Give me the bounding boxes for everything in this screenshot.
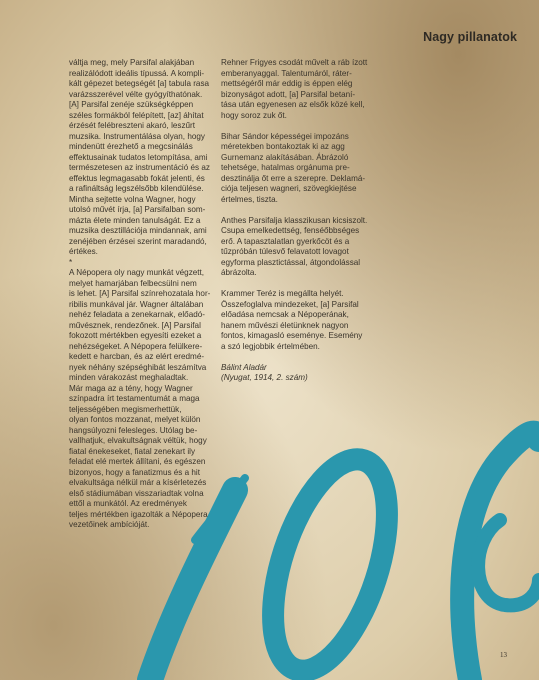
text-line: is lehet. [A] Parsifal színrehozatala hor-: [69, 289, 211, 298]
text-line: hangsúlyozni felesleges. Utólag be-: [69, 425, 198, 435]
text-line: vallhatjuk, elvakultságnak véltük, hogy: [69, 436, 207, 445]
text-line: nehézségeket. A Népopera felülkere-: [69, 341, 203, 351]
text-line: Már maga az a tény, hogy Wagner: [69, 383, 193, 393]
text-line: bizonyságot adott, [a] Parsifal betaní-: [221, 89, 356, 99]
text-line: ettől a munkától. Az eredmények: [69, 499, 187, 508]
text-line: Krammer Teréz is megállta helyét.: [221, 289, 344, 298]
text-line: színpadra írt testamentumát a maga: [69, 394, 200, 403]
text-line: emberanyaggal. Talentumáról, ráter-: [221, 68, 352, 78]
text-line: előadása nemcsak a Népoperának,: [221, 310, 349, 319]
text-line: első stádiumában visszariadtak volna: [69, 488, 204, 498]
text-line: méretekben bontakoztak ki az agg: [221, 142, 345, 151]
text-line: Mintha sejtette volna Wagner, hogy: [69, 194, 196, 204]
text-line: hanem művészi életünknek nagyon: [221, 320, 349, 330]
signature-source: (Nyugat, 1914, 2. szám): [221, 373, 308, 382]
paragraph-gap: [221, 352, 371, 363]
text-line: tűzpróbán túlesvő felavatott lovagot: [221, 247, 349, 256]
text-line: művésznek, rendezőnek. [A] Parsifal: [69, 320, 201, 330]
text-line: természetesen az instrumentáció és az: [69, 163, 210, 172]
text-line: fiatal énekeseket, fiatal zenekart ily: [69, 446, 196, 456]
left-column: [69, 58, 211, 531]
text-line: melyet hamarjában felbecsülni nem: [69, 278, 197, 288]
page-number: 13: [500, 651, 507, 659]
page-title: Nagy pillanatok: [423, 30, 517, 44]
text-line: kedett e harcban, és az elért eredmé-: [69, 352, 205, 361]
text-line: ribilis munkával jár. Wagner általában: [69, 299, 204, 309]
numeral-nine-loop: [478, 520, 539, 605]
text-line: effektusainak tudatos letompítása, ami: [69, 152, 208, 162]
text-line: széles formákból felépített, [az] áhítat: [69, 110, 204, 120]
text-line: elvakultsága nélkül már a kísérletezés: [69, 478, 207, 487]
text-line: ciója teljesen wagneri, szövegkiejtése: [221, 184, 357, 193]
text-line: fokozott mértékben egyesíti ezeket a: [69, 331, 202, 340]
text-line: Csupa emelkedettség, fenséőbbséges: [221, 226, 360, 235]
text-line: A Népopera oly nagy munkát végzett,: [69, 268, 205, 277]
text-line: muzsika. Instrumentálása olyan, hogy: [69, 131, 205, 141]
text-line: effektus legmagasabb fokát jelenti, és: [69, 173, 205, 183]
text-line: Összefoglalva mindezeket, [a] Parsifal: [221, 299, 359, 309]
paragraph-gap: [221, 121, 371, 132]
text-line: fontos, kimagasló eseménye. Esemény: [221, 331, 363, 340]
text-line: [A] Parsifal zenéje szükségképpen: [69, 100, 194, 109]
text-line: nyek néhány szépséghibát leszámítva: [69, 362, 207, 372]
text-line: váltja meg, mely Parsifal alakjában: [69, 58, 195, 67]
text-line: hogy soroz zuk őt.: [221, 110, 287, 120]
text-line: mázta élete minden tanulságát. Ez a: [69, 215, 201, 225]
text-line: mettségéről már eddig is éppen elég: [221, 79, 353, 88]
text-line: erő. A tapasztalatlan gyerkőcöt és a: [221, 236, 350, 246]
text-line: Anthes Parsifalja klasszikusan kicsiszolt.: [221, 215, 368, 225]
text-line: érzését felébreszteni akaró, leszűrt: [69, 121, 195, 130]
numeral-zero: [250, 446, 409, 680]
text-line: Bihar Sándor képességei impozáns: [221, 131, 349, 141]
right-column: [221, 58, 371, 384]
text-line: bizonyos, hogy a fanatizmus és a hit: [69, 467, 200, 477]
text-line: varázsszerével vélte gyógyíthatónak.: [69, 89, 203, 99]
text-line: minden várakozást meghaladtak.: [69, 373, 189, 382]
text-line: zenéjében érzései szerint maradandó,: [69, 236, 207, 246]
text-line: utolsó művét írja, [a] Parsifalban som-: [69, 205, 206, 214]
text-line: realizálódott ideális típussá. A kompli-: [69, 68, 205, 78]
text-line: a szó legjobbik értelmében.: [221, 341, 320, 351]
text-line: egyforma plasztictással, átgondolással: [221, 257, 361, 267]
text-line: értékes.: [69, 247, 98, 256]
text-line: *: [69, 257, 73, 267]
text-line: teljes mértékben igazolták a Népopera: [69, 509, 208, 519]
text-line: kált gépezet betegségét [a] tabula rasa: [69, 79, 210, 88]
paragraph-gap: [221, 205, 371, 216]
text-line: ábrázolta.: [221, 268, 257, 277]
text-line: Rehner Frigyes csodát művelt a ráb ízott: [221, 58, 368, 67]
signature-author: Bálint Aladár: [221, 362, 267, 372]
text-line: mindenütt érezhető a megcsinálás: [69, 142, 193, 151]
text-line: desztinálja őt erre a szerepre. Deklamá-: [221, 173, 366, 183]
text-line: vezetőinek ambícióját.: [69, 520, 150, 529]
text-line: muzsika desztillációja mindannak, ami: [69, 226, 207, 235]
text-line: teljességében megismerhettük,: [69, 404, 182, 414]
text-line: nehéz feladata a zenekarnak, előadó-: [69, 310, 205, 319]
text-line: a rafináltság legszélsőbb kilendülése.: [69, 184, 204, 193]
numeral-nine: [462, 433, 539, 680]
text-line: értelmes, tiszta.: [221, 194, 278, 204]
text-line: olyan fontos mozzanat, melyet külön: [69, 415, 201, 424]
text-line: feladat elé mertek állítani, és egészen: [69, 457, 206, 466]
paragraph-gap: [221, 279, 371, 290]
text-line: tása után egyenesen az elsők közé kell,: [221, 100, 365, 109]
text-line: Gurnemanz alakításában. Ábrázoló: [221, 152, 349, 162]
text-line: tehetsége, hatalmas orgánuma pre-: [221, 163, 350, 172]
